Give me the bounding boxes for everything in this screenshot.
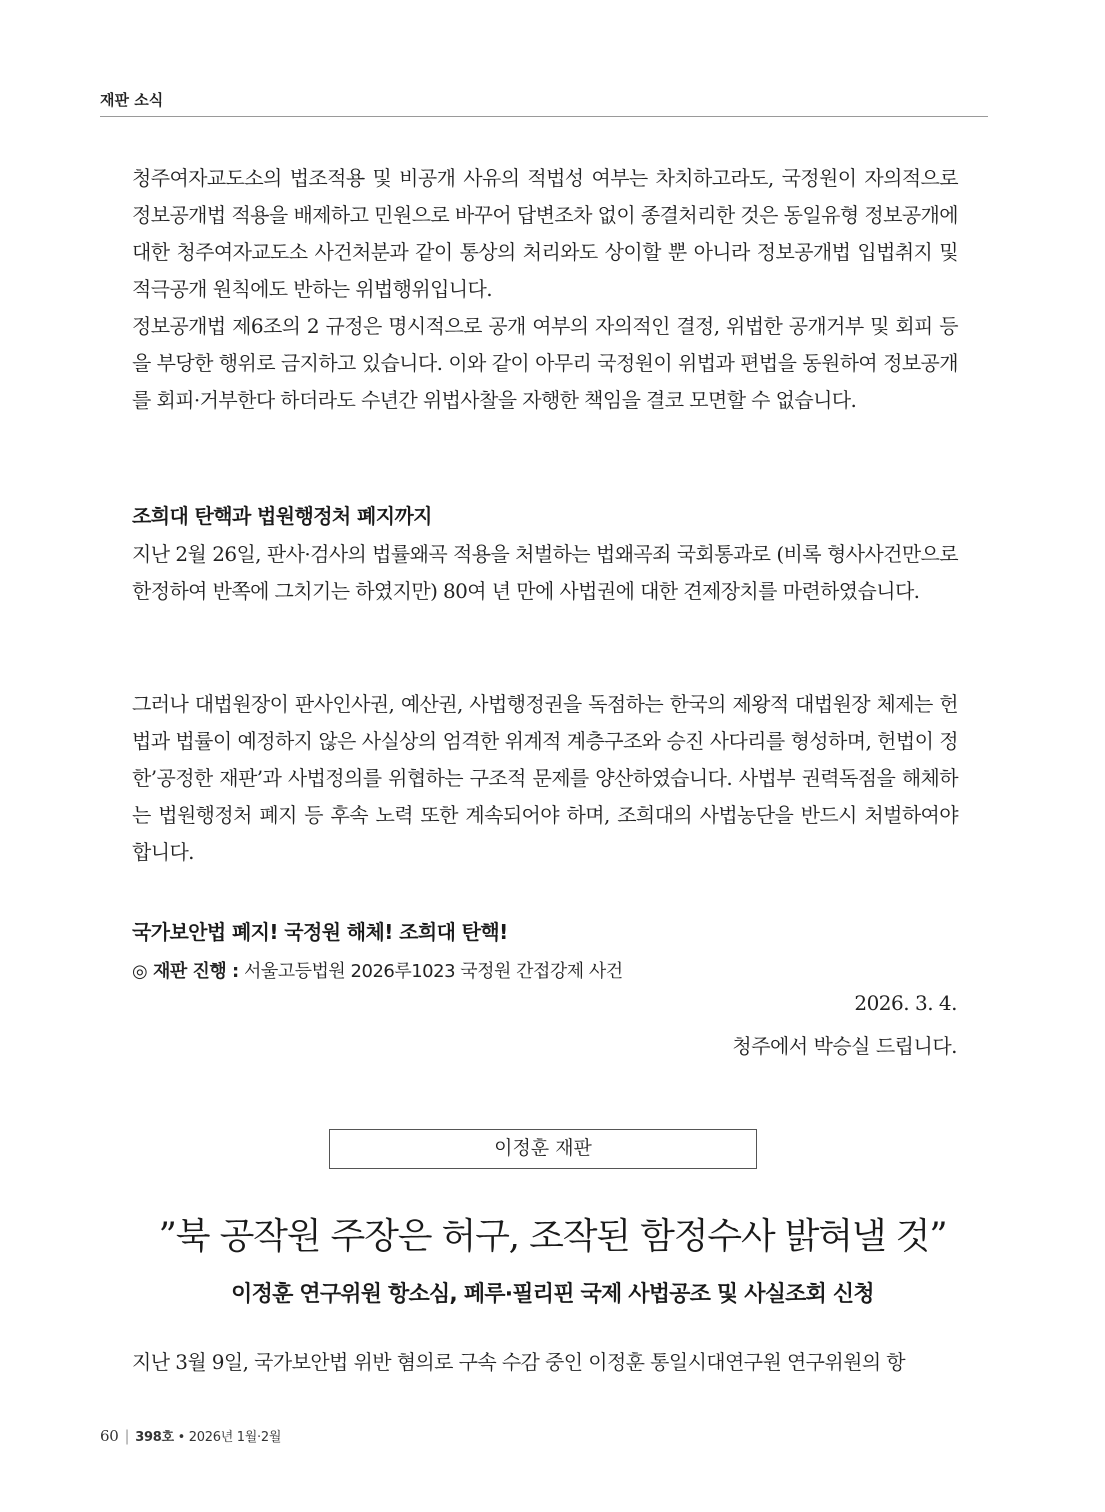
article-body-block-3 bbox=[132, 686, 958, 871]
paragraph: 지난 2월 26일, 판사·검사의 법률왜곡 적용을 처벌하는 법왜곡죄 국회통과로 (비록 형사사건만으로 한정하여 반쪽에 그치기는 하였지만) 80여 년 만에 사법권에 대한 견제장치를 마련하였습니다. bbox=[132, 542, 958, 603]
article-subheadline: 이정훈 연구위원 항소심, 페루·필리핀 국제 사법공조 및 사실조회 신청 bbox=[231, 1282, 874, 1307]
article-body-block-2 bbox=[132, 536, 958, 610]
page-number: 60 bbox=[100, 1427, 119, 1445]
trial-label: ◎ 재판 진행 : bbox=[132, 961, 239, 982]
paragraph: 지난 3월 9일, 국가보안법 위반 혐의로 구속 수감 중인 이정훈 통일시대연구원 연구위원의 항 bbox=[132, 1350, 906, 1374]
paragraph: 정보공개법 제6조의 2 규정은 명시적으로 공개 여부의 자의적인 결정, 위법한 공개거부 및 회피 등을 부당한 행위로 금지하고 있습니다. 이와 같이 아무리 국정원이 위법과 편법을 동원하여 정보공개를 회피·거부한다 하더라도 수년간 위법사찰을 자행한 책임을 결코 모면할 수 없습니다. bbox=[132, 314, 958, 412]
section-label-box: 이정훈 재판 bbox=[329, 1129, 757, 1169]
article-headline: ”북 공작원 주장은 허구, 조작된 함정수사 밝혀낼 것” bbox=[158, 1216, 947, 1257]
subheading: 조희대 탄핵과 법원행정처 폐지까지 bbox=[132, 504, 432, 528]
slogan: 국가보안법 폐지! 국정원 해체! 조희대 탄핵! bbox=[132, 920, 508, 944]
page-header bbox=[100, 88, 988, 117]
article2-body bbox=[132, 1344, 958, 1381]
page-footer bbox=[100, 1426, 281, 1445]
footer-divider: | bbox=[124, 1427, 130, 1445]
issue-date: • 2026년 1월·2월 bbox=[177, 1430, 282, 1445]
section-title: 재판 소식 bbox=[100, 91, 164, 109]
letter-date: 2026. 3. 4. bbox=[854, 991, 957, 1015]
issue-number: 398호 bbox=[135, 1430, 174, 1445]
paragraph: 그러나 대법원장이 판사인사권, 예산권, 사법행정권을 독점하는 한국의 제왕적 대법원장 체제는 헌법과 법률이 예정하지 않은 사실상의 엄격한 위계적 계층구조와 승진 사다리를 형성하며, 헌법이 정한’공정한 재판’과 사법정의를 위협하는 구조적 문제를 양산하였습니다. 사법부 권력독점을 해체하는 법원행정처 폐지 등 후속 노력 또한 계속되어야 하며, 조희대의 사법농단을 반드시 처벌하여야 합니다. bbox=[132, 692, 958, 864]
letter-signature: 청주에서 박승실 드립니다. bbox=[732, 1034, 957, 1058]
trial-value: 서울고등법원 2026루1023 국정원 간접강제 사건 bbox=[238, 961, 623, 982]
trial-info bbox=[132, 957, 623, 983]
paragraph: 청주여자교도소의 법조적용 및 비공개 사유의 적법성 여부는 차치하고라도, 국정원이 자의적으로 정보공개법 적용을 배제하고 민원으로 바꾸어 답변조차 없이 종결처리한 것은 동일유형 정보공개에 대한 청주여자교도소 사건처분과 같이 통상의 처리와도 상이할 뿐 아니라 정보공개법 입법취지 및 적극공개 원칙에도 반하는 위법행위입니다. bbox=[132, 166, 958, 301]
article-body-block-1 bbox=[132, 160, 958, 419]
